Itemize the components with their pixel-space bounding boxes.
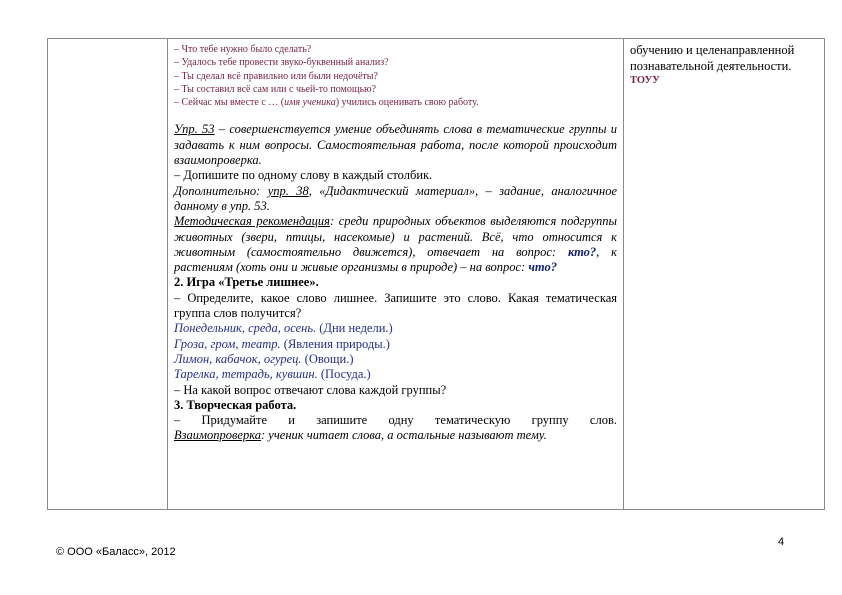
- question-what: что?: [528, 260, 557, 275]
- question-who: кто?: [567, 244, 597, 259]
- exercise-53-ref: Упр. 53: [174, 122, 215, 137]
- question-2: – Удалось тебе провести звуко-буквенный анализ?: [174, 57, 389, 69]
- game-title: 2. Игра «Третье лишнее».: [174, 275, 319, 290]
- toou-badge: ТОУУ: [630, 75, 660, 86]
- word-group-row: Лимон, кабачок, огурец. (Овощи.): [174, 351, 354, 366]
- game-instruction: – Определите, какое слово лишнее. Запишите это слово. Какая тематическая группа слов получится?: [174, 290, 617, 321]
- page-number: 4: [778, 536, 785, 548]
- table-column-goals: [624, 39, 824, 509]
- question-5: – Сейчас мы вместе с … (имя ученика) учились оценивать свою работу.: [174, 97, 479, 109]
- peer-check: Взаимопроверка: ученик читает слова, а остальные называют тему.: [174, 428, 547, 443]
- word-group-row: Понедельник, среда, осень. (Дни недели.): [174, 321, 393, 336]
- additional-task: Дополнительно: упр. 38, «Дидактический материал», – задание, аналогичное данному в упр. 53.: [174, 183, 617, 213]
- goal-text: обучению и целенаправленной познавательной деятельности.: [630, 43, 795, 73]
- creative-instruction: – Придумайте и запишите одну тематическую группу слов.: [174, 413, 617, 428]
- word-group-row: Тарелка, тетрадь, кувшин. (Посуда.): [174, 367, 371, 382]
- footer-copyright: © ООО «Баласс», 2012: [56, 546, 176, 558]
- game-question: – На какой вопрос отвечают слова каждой группы?: [174, 382, 447, 397]
- exercise-38-ref: упр. 38: [267, 183, 309, 198]
- question-3: – Ты сделал всё правильно или были недочёты?: [174, 70, 378, 82]
- method-recommendation: Методическая рекомендация: среди природных объектов выделяются подгруппы животных (звери, птицы, насекомые) и растений. Всё, что относится к животным (самостоятельно движется), отвечает на вопрос: кто?, к растениям (хоть они и живые организмы в природе) – на вопрос: что?: [174, 214, 617, 275]
- creative-title: 3. Творческая работа.: [174, 397, 297, 412]
- table-column-content: [168, 39, 624, 509]
- question-4: – Ты составил всё сам или с чьей-то помощью?: [174, 83, 377, 95]
- word-group-row: Гроза, гром, театр. (Явления природы.): [174, 336, 390, 351]
- exercise-53: Упр. 53 – совершенствуется умение объединять слова в тематические группы и задавать к ним вопросы. Самостоятельная работа, после которой происходит взаимопроверка.: [174, 122, 617, 168]
- lesson-table: [47, 38, 825, 510]
- question-1: – Что тебе нужно было сделать?: [174, 44, 312, 55]
- table-column-empty: [48, 39, 168, 509]
- instruction-add-word: – Допишите по одному слову в каждый столбик.: [174, 168, 433, 183]
